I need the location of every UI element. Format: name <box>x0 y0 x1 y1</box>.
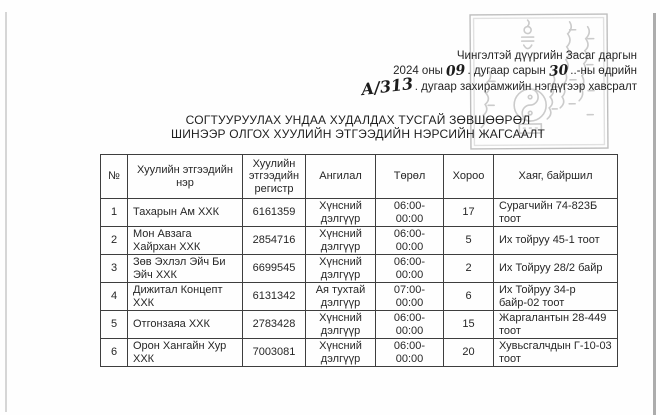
document-title <box>56 113 660 141</box>
cell-hours: 07:00-00:00 <box>376 283 444 311</box>
table-row <box>101 311 618 339</box>
header-line-1: Чингэлтэй дүүргийн Засаг даргын <box>456 50 637 62</box>
cell-khoroo: 5 <box>444 227 494 255</box>
col-header-number: № <box>101 155 128 199</box>
cell-number: 1 <box>101 199 128 227</box>
col-header-company-name: Хуулийн этгээдийн нэр <box>128 155 243 199</box>
table-row <box>101 339 618 367</box>
cell-category: Хүнсний дэлгүүр <box>306 255 376 283</box>
header-day-text: ..-ны өдрийн <box>570 64 637 77</box>
header-month-text: . дугаар сарын <box>467 64 546 77</box>
cell-company-name: Зөв Эхлэл Эйч Би Эйч ХХК <box>128 255 243 283</box>
scan-edge-left <box>5 12 7 412</box>
header-order-text: . дугаар захирамжийн нэгдүгээр хавсралт <box>414 81 637 93</box>
col-header-register: Хуулийн этгээдийн регистр <box>243 155 306 199</box>
cell-khoroo: 2 <box>444 255 494 283</box>
cell-number: 4 <box>101 283 128 311</box>
header-line-3 <box>359 73 637 100</box>
col-header-hours: Төрөл <box>376 155 444 199</box>
cell-hours: 06:00-00:00 <box>376 227 444 255</box>
col-header-address: Хаяг, байршил <box>494 155 618 199</box>
cell-number: 2 <box>101 227 128 255</box>
cell-khoroo: 20 <box>444 339 494 367</box>
cell-category: Ая тухтай дэлгүүр <box>306 283 376 311</box>
cell-register: 2854716 <box>243 227 306 255</box>
cell-register: 6161359 <box>243 199 306 227</box>
cell-number: 3 <box>101 255 128 283</box>
cell-hours: 06:00-00:00 <box>376 199 444 227</box>
cell-category: Хүнсний дэлгүүр <box>306 311 376 339</box>
handwritten-order-number: А/313 <box>359 73 414 100</box>
cell-register: 2783428 <box>243 311 306 339</box>
cell-hours: 06:00-00:00 <box>376 339 444 367</box>
cell-address: Жаргалантын 28-449 тоот <box>494 311 618 339</box>
cell-hours: 06:00-00:00 <box>376 311 444 339</box>
handwritten-month: 09 <box>445 61 467 80</box>
table-header-row <box>101 155 618 199</box>
cell-address: Хувьсгалчдын Г-10-03 тоот <box>494 339 618 367</box>
cell-register: 6699545 <box>243 255 306 283</box>
header-year-text: 2024 оны <box>393 64 443 77</box>
table-row <box>101 199 618 227</box>
title-line-2: ШИНЭЭР ОЛГОХ ХУУЛИЙН ЭТГЭЭДИЙН НЭРСИЙН ЖАГСААЛТ <box>171 127 545 141</box>
cell-category: Хүнсний дэлгүүр <box>306 199 376 227</box>
cell-company-name: Мон Авзага Хайрхан ХХК <box>128 227 243 255</box>
cell-category: Хүнсний дэлгүүр <box>306 227 376 255</box>
cell-register: 6131342 <box>243 283 306 311</box>
col-header-category: Ангилал <box>306 155 376 199</box>
table-row <box>101 227 618 255</box>
cell-address: Их Тойруу 28/2 байр <box>494 255 618 283</box>
cell-address: Сурагчийн 74-823Б тоот <box>494 199 618 227</box>
cell-hours: 06:00-00:00 <box>376 255 444 283</box>
table-row <box>101 255 618 283</box>
cell-khoroo: 6 <box>444 283 494 311</box>
table-row <box>101 283 618 311</box>
title-line-1: СОГТУУРУУЛАХ УНДАА ХУДАЛДАХ ТУСГАЙ ЗӨВШӨӨРӨЛ <box>185 113 531 127</box>
cell-category: Хүнсний дэлгүүр <box>306 339 376 367</box>
cell-address: Их Тойруу 34-р байр-02 тоот <box>494 283 618 311</box>
scan-edge-right <box>653 13 656 415</box>
cell-company-name: Дижитал Концепт ХХК <box>128 283 243 311</box>
cell-company-name: Отгонзаяа ХХК <box>128 311 243 339</box>
license-table <box>100 154 618 367</box>
cell-khoroo: 17 <box>444 199 494 227</box>
cell-company-name: Орон Хангайн Хур ХХК <box>128 339 243 367</box>
col-header-khoroo: Хороо <box>444 155 494 199</box>
handwritten-day: 30 <box>548 61 569 80</box>
cell-khoroo: 15 <box>444 311 494 339</box>
header-annotation <box>359 50 637 100</box>
cell-address: Их тойруу 45-1 тоот <box>494 227 618 255</box>
cell-company-name: Тахарын Ам ХХК <box>128 199 243 227</box>
cell-number: 5 <box>101 311 128 339</box>
cell-number: 6 <box>101 339 128 367</box>
cell-register: 7003081 <box>243 339 306 367</box>
